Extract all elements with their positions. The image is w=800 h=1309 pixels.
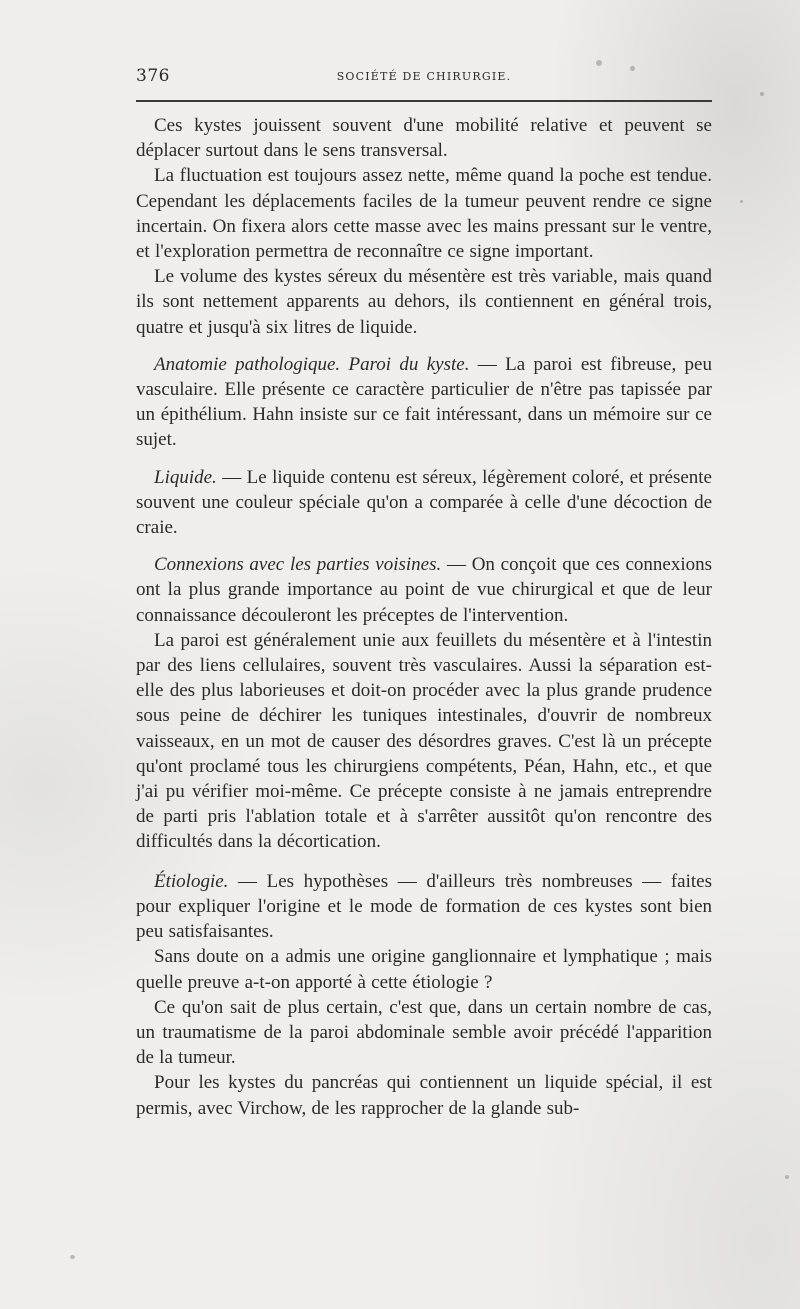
section-heading: Anatomie pathologique. Paroi du kyste. [154,353,470,375]
scan-speck [70,1255,75,1259]
scan-speck [785,1175,789,1179]
running-title: SOCIÉTÉ DE CHIRURGIE. [336,70,512,83]
paragraph-volume: Le volume des kystes séreux du mésentère est très variable, mais quand ils sont nettement apparents au dehors, ils contiennent en général trois, quatre et jusqu'à six litres de liquide. [136,266,712,338]
page-header [136,66,712,88]
section-heading: Étiologie. [154,870,229,892]
page-number: 376 [136,66,170,86]
paragraph-connexions: Connexions avec les parties voisines. — On conçoit que ces connexions ont la plus grande importance au point de vue chirurgical et que de leur connaissance découleront les préceptes de l'intervention. [136,554,712,626]
scan-speck [760,92,764,96]
header-rule [136,100,712,102]
section-heading: Liquide. [154,466,217,488]
paragraph-paroi: La paroi est généralement unie aux feuillets du mésentère et à l'intestin par des liens cellulaires, souvent très vasculaires. Aussi la séparation est-elle des plus laborieuses et doit-on procéder avec la plus grande prudence sous peine de déchirer les tuniques intestinales, d'ouvrir de nombreux vaisseaux, en un mot de causer des désordres graves. C'est là un précepte qu'ont proclamé tous les chirurgiens compétents, Péan, Hahn, etc., et que j'ai pu vérifier moi-même. Ce précepte consiste à ne jamais entreprendre de parti pris l'ablation totale et à s'arrêter aussitôt qu'on rencontre des difficultés dans la décortication. [136,629,712,853]
scan-speck [630,66,635,71]
paragraph-mobility: Ces kystes jouissent souvent d'une mobilité relative et peuvent se déplacer surtout dans le sens transversal. [136,115,712,162]
section-heading: Connexions avec les parties voisines. [154,554,442,576]
paragraph-origine: Sans doute on a admis une origine ganglionnaire et lymphatique ; mais quelle preuve a-t-on apporté à cette étiologie ? [136,946,712,993]
scan-speck [596,60,602,66]
scan-speck [740,200,743,203]
paragraph-pancreas: Pour les kystes du pancréas qui contiennent un liquide spécial, il est permis, avec Virchow, de les rapprocher de la glande sub- [136,1072,712,1119]
paragraph-anatomie: Anatomie pathologique. Paroi du kyste. — La paroi est fibreuse, peu vasculaire. Elle présente ce caractère particulier de n'être pas tapissée par un épithélium. Hahn insiste sur ce fait intéressant, dans un mémoire sur ce sujet. [136,353,712,451]
paragraph-traumatisme: Ce qu'on sait de plus certain, c'est que, dans un certain nombre de cas, un traumatisme de la paroi abdominale semble avoir précédé l'apparition de la tumeur. [136,996,712,1069]
paragraph-fluctuation: La fluctuation est toujours assez nette, même quand la poche est tendue. Cependant les déplacements faciles de la tumeur peuvent rendre ce signe incertain. On fixera alors cette masse avec les mains pressant sur le ventre, et l'exploration permettra de reconnaître ce signe important. [136,165,712,263]
paragraph-etiologie: Étiologie. — Les hypothèses — d'ailleurs très nombreuses — faites pour expliquer l'origine et le mode de formation de ces kystes sont bien peu satisfaisantes. [136,870,712,943]
paragraph-liquide: Liquide. — Le liquide contenu est séreux, légèrement coloré, et présente souvent une couleur spéciale qu'on a comparée à celle d'une décoction de craie. [136,466,712,539]
body-text [136,113,712,1121]
